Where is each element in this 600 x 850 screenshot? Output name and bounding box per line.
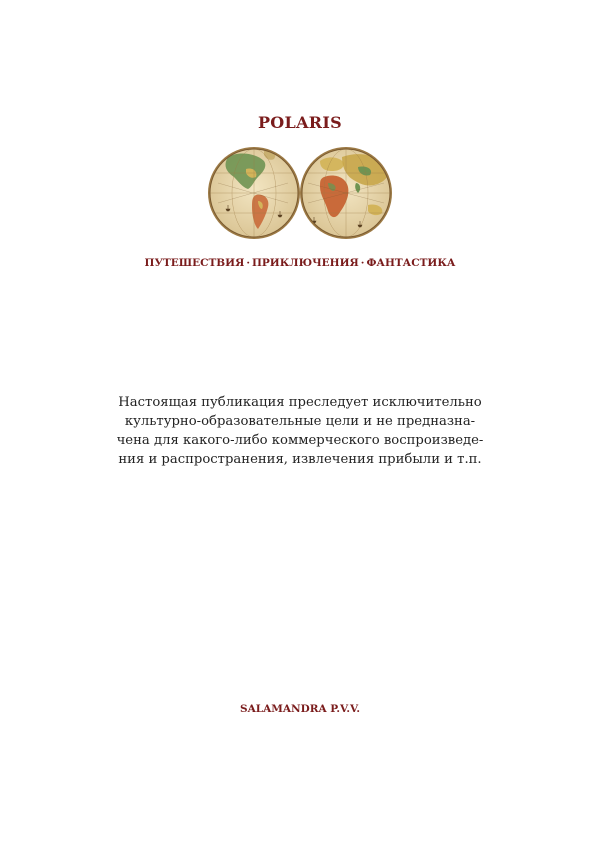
publisher-name: SALAMANDRA P.V.V. [239,703,360,715]
separator: · [360,257,365,269]
separator: · [246,257,250,269]
disclaimer-notice [100,393,500,469]
notice-line: ния и распространения, извлечения прибыли и т.п. [118,452,482,467]
notice-line: чена для какого-либо коммерческого воспроизведе- [116,433,484,448]
western-hemisphere [208,147,300,239]
notice-line: культурно-образовательные цели и не предназна- [124,414,476,429]
series-title: POLARIS [257,113,343,132]
eastern-hemisphere [300,147,392,239]
genre-fantasy: ФАНТАСТИКА [366,257,456,269]
double-hemisphere-world-map-icon [208,143,392,243]
genre-travel: ПУТЕШЕСТВИЯ [144,257,245,269]
notice-line: Настоящая публикация преследует исключительно [118,395,482,410]
genre-adventure: ПРИКЛЮЧЕНИЯ [252,257,359,269]
genre-subtitle [0,257,600,269]
